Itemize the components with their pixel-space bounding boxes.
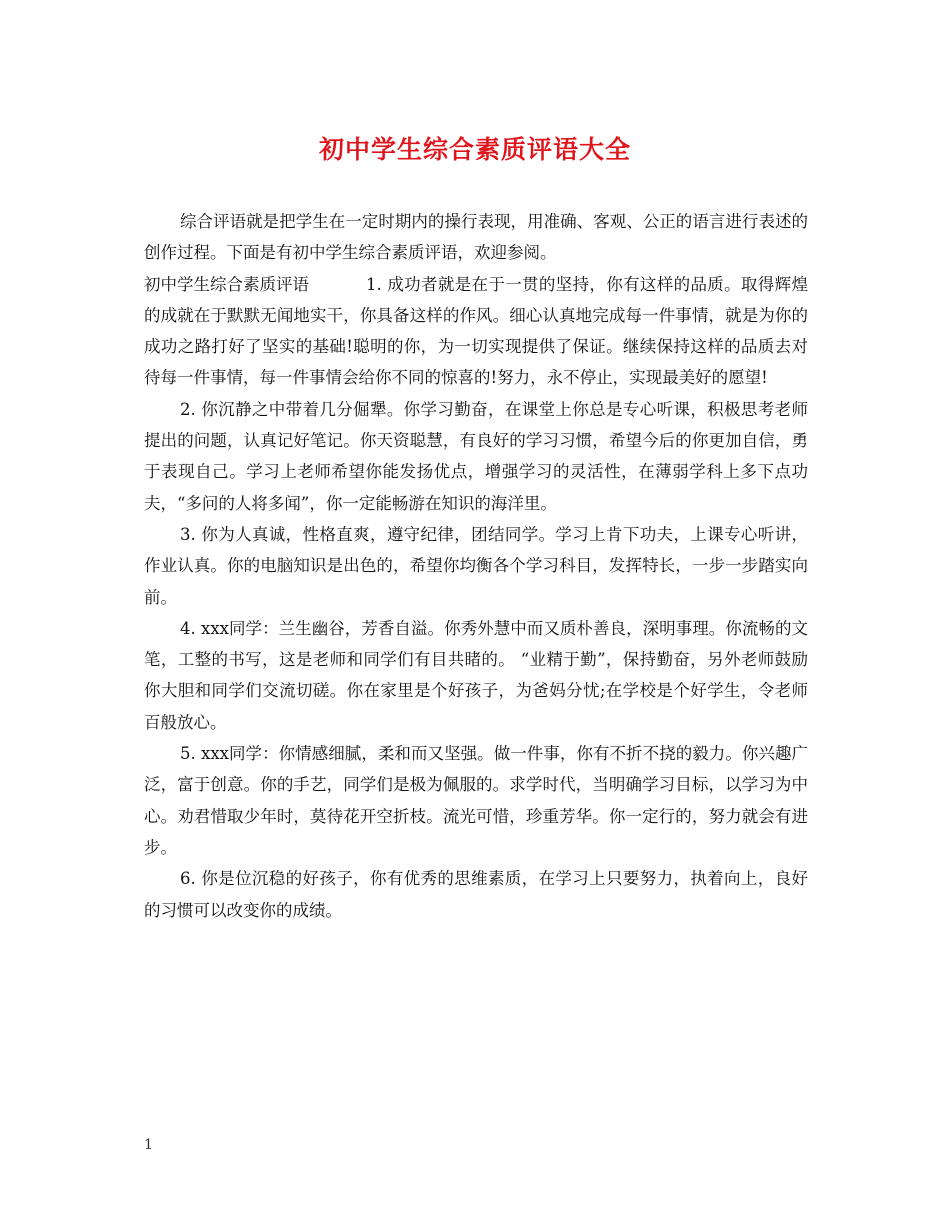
item-2-paragraph: 2. 你沉静之中带着几分倔犟。你学习勤奋，在课堂上你总是专心听课，积极思考老师提出的问题，认真记好笔记。你天资聪慧，有良好的学习习惯，希望今后的你更加自信，勇于表现自己。学习上老师希望你能发扬优点，增强学习的灵活性，在薄弱学科上多下点功夫，“多问的人将多闻”，你一定能畅游在知识的海洋里。 bbox=[144, 399, 808, 513]
item-3-paragraph: 3. 你为人真诚，性格直爽，遵守纪律，团结同学。学习上肯下功夫，上课专心听讲，作业认真。你的电脑知识是出色的，希望你均衡各个学习科目，发挥特长，一步一步踏实向前。 bbox=[144, 524, 808, 607]
item-6-paragraph: 6. 你是位沉稳的好孩子，你有优秀的思维素质，在学习上只要努力，执着向上，良好的习惯可以改变你的成绩。 bbox=[144, 869, 808, 920]
item-4-paragraph: 4. xxx同学：兰生幽谷，芳香自溢。你秀外慧中而又质朴善良，深明事理。你流畅的文笔，工整的书写，这是老师和同学们有目共睹的。 “业精于勤”，保持勤奋，另外老师鼓励你大胆和同学们交流切磋。你在家里是个好孩子，为爸妈分忧;在学校是个好学生，令老师百般放心。 bbox=[144, 618, 808, 732]
intro-paragraph: 综合评语就是把学生在一定时期内的操行表现，用准确、客观、公正的语言进行表述的创作过程。下面是有初中学生综合素质评语，欢迎参阅。 bbox=[144, 212, 808, 263]
item-5-paragraph: 5. xxx同学：你情感细腻，柔和而又坚强。做一件事，你有不折不挠的毅力。你兴趣广泛，富于创意。你的手艺，同学们是极为佩服的。求学时代，当明确学习目标，以学习为中心。劝君惜取少年时，莫待花开空折枝。流光可惜，珍重芳华。你一定行的，努力就会有进步。 bbox=[144, 744, 808, 857]
item-1-paragraph bbox=[144, 269, 808, 394]
section-label: 初中学生综合素质评语 bbox=[144, 274, 309, 294]
document-title: 初中学生综合素质评语大全 bbox=[318, 135, 631, 164]
item-1-text: 1. 成功者就是在于一贯的坚持，你有这样的品质。取得辉煌的成就在于默默无闻地实干，你具备这样的作风。细心认真地完成每一件事情，就是为你的成功之路打好了坚实的基础!聪明的你，为一切实现提供了保证。继续保持这样的品质去对待每一件事情，每一件事情会给你不同的惊喜的!努力，永不停止，实现最美好的愿望! bbox=[144, 274, 808, 388]
document-body bbox=[144, 206, 808, 926]
page-number: 1 bbox=[144, 1137, 153, 1153]
